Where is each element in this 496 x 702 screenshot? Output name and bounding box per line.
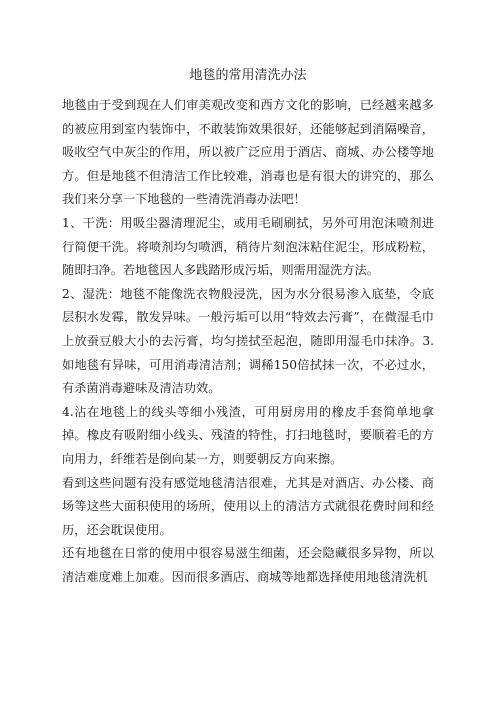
paragraph-machine: 还有地毯在日常的使用中很容易滋生细菌，还会隐藏很多异物，所以清洁难度难上加难。因而很多酒店、商城等地都选择使用地毯清洗机 [62,546,434,584]
paragraph-difficulty: 看到这些问题有没有感觉地毯清洁很难，尤其是对酒店、办公楼、商场等这些大面积使用的场所，使用以上的清洁方式就很花费时间和经历，还会耽误使用。 [62,475,434,537]
paragraph-dry-clean: 1、干洗：用吸尘器清理泥尘，或用毛刷刷拭，另外可用泡沫喷剂进行简便干洗。将喷剂均匀喷洒，稍待片刻泡沫粘住泥尘，形成粉粒，随即扫净。若地毯因人多践踏形成污垢，则需用湿洗方法。 [62,215,434,278]
paragraph-intro: 地毯由于受到现在人们审美观改变和西方文化的影响，已经越来越多的被应用到室内装饰中，不敢装饰效果很好，还能够起到消隔噪音，吸收空气中灰尘的作用，所以被广泛应用于酒店、商城、办公楼等地方。但是地毯不但清洁工作比较难，消毒也是有很大的讲究的，那么我们来分享一下地毯的一些清洗消毒办法吧！ [62,98,434,207]
document-title: 地毯的常用清洗办法 [189,68,307,83]
paragraph-wet-clean: 2、湿洗：地毯不能像洗衣物般浸洗，因为水分很易渗入底垫，令底层积水发霉，散发异味。一般污垢可以用“特效去污膏”，在微湿毛巾上放蚕豆般大小的去污膏，均匀搓拭至起泡，随即用湿毛巾抹净。3.如地毯有异味，可用消毒清洁剂；调稀150倍拭抹一次，不必过水，有杀菌消毒避味及清洁功效。 [62,286,434,396]
paragraph-lint-removal: 4.沾在地毯上的线头等细小残渣，可用厨房用的橡皮手套简单地拿掉。橡皮有吸附细小线头、残渣的特性，打扫地毯时，要顺着毛的方向用力，纤维若是倒向某一方，则要朝反方向来擦。 [62,404,434,466]
